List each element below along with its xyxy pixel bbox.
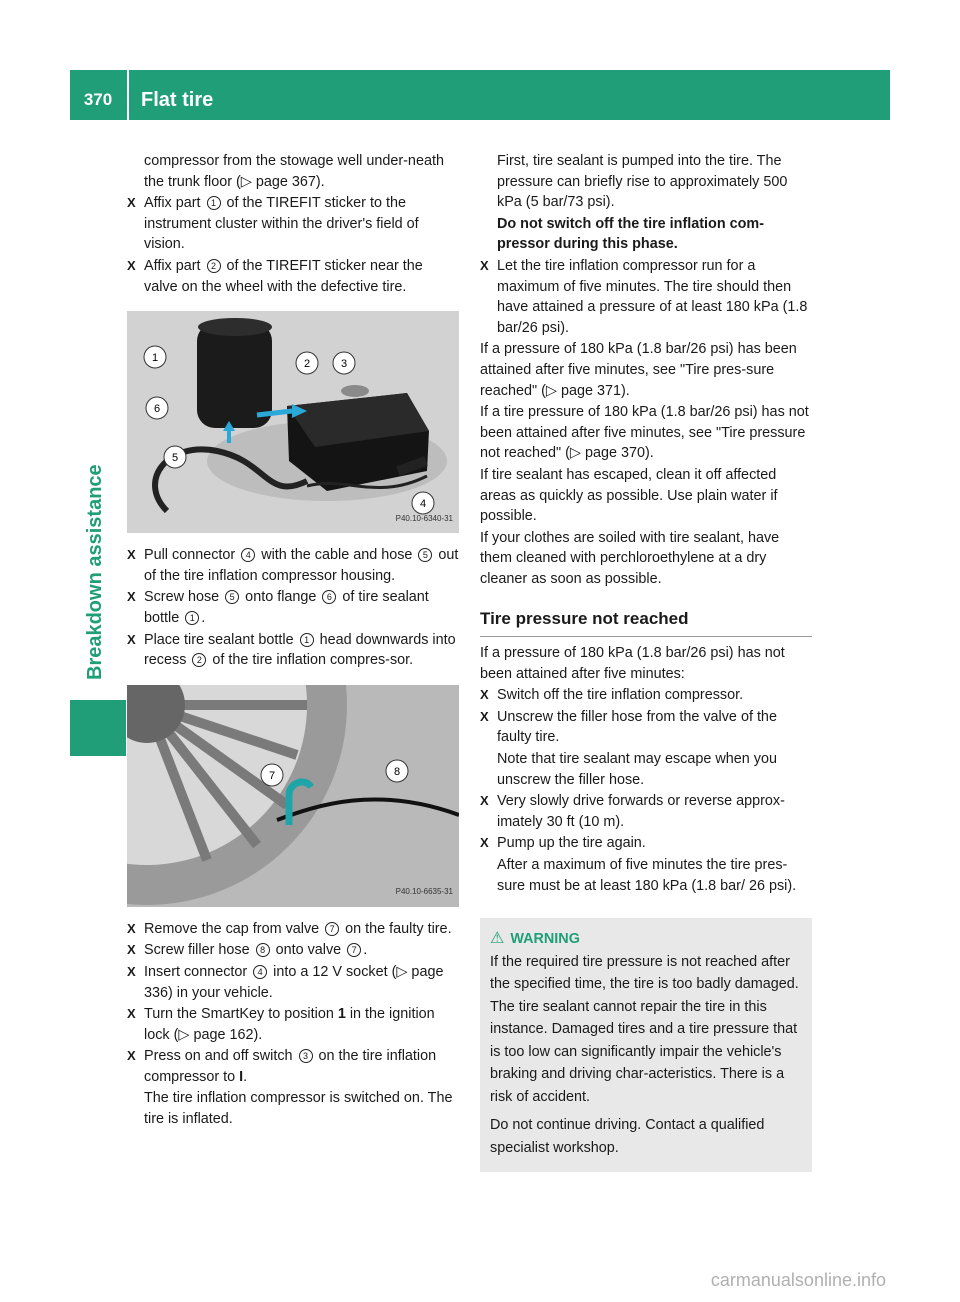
para4: If tire sealant has escaped, clean it off affected areas as quickly as possible. Use plain water if possible. [480,466,778,525]
figure-code: P40.10-6635-31 [395,887,453,897]
left-column [127,151,460,1131]
step-item [127,1004,460,1045]
step-text: of tire sealant bottle [144,589,429,626]
step-text: on the faulty tire. [341,920,452,937]
step-text: with the cable and hose [257,547,417,564]
part-ref-number: 7 [347,943,361,957]
step-item: X Very slowly drive forwards or reverse approx-imately 30 ft (10 m). [480,793,785,830]
step-marker: X [127,1006,136,1022]
part-ref-number: 8 [256,943,270,957]
step-marker: X [127,195,136,211]
step-item [127,587,460,628]
part-ref-number: 2 [192,653,206,667]
step-item [127,940,460,961]
step-item [127,630,460,671]
step-item [127,256,460,297]
step-text: Turn the SmartKey to position [144,1006,338,1023]
right-column [480,151,812,1172]
step-item [127,1046,460,1087]
svg-text:5: 5 [171,452,179,465]
svg-text:3: 3 [340,358,348,371]
step-item: X Switch off the tire inflation compressor. [480,687,744,704]
step-item [127,193,460,255]
warning-label: WARNING [510,931,580,948]
compressor-figure [127,311,459,533]
step-text: Affix part [144,195,205,212]
para2: If a pressure of 180 kPa (1.8 bar/26 psi) has been attained after five minutes, see "Tire pres-sure reached" (▷ page 371). [480,341,797,399]
step-marker: X [127,1048,136,1064]
svg-text:2: 2 [303,358,311,371]
part-ref-number: 4 [241,548,255,562]
step-text: Affix part [144,257,205,274]
compressor-illustration [127,311,459,533]
warning-text: If the required tire pressure is not reached after the specified time, the tire is too badly damaged. The tire sealant cannot repair the tire in this instance. Damaged tires and a tire pressure that is too low can significantly impair the vehicle's braking and driving char-acteristics. There is a risk of accident. [490,953,799,1105]
svg-text:6: 6 [153,403,161,416]
step-marker: X [127,963,136,979]
wheel-figure [127,685,459,907]
step-marker: X [127,547,136,563]
step-text: onto flange [241,589,321,606]
para5: If your clothes are soiled with tire sealant, have them cleaned with perchloroethylene at a dry cleaner as soon as possible. [480,529,780,587]
step-text: of the TIREFIT sticker to the instrument cluster within the driver's field of vision. [144,195,419,253]
step-item [127,919,460,940]
step-marker: X [127,631,136,647]
step-text: in the ignition lock (▷ page 162). [144,1006,435,1043]
part-ref-number: 1 [300,633,314,647]
side-tab-marker [70,700,126,756]
step-text: Screw hose [144,589,224,606]
step-item: X Pump up the tire again. [480,835,646,852]
part-ref-number: 7 [325,922,339,936]
step-text: Pull connector [144,547,240,564]
svg-text:4: 4 [419,498,427,511]
figure-code: P40.10-6340-31 [395,513,453,523]
step-item: X Let the tire inflation compressor run for a maximum of five minutes. The tire should then have attained a pressure of at least 180 kPa (1.8 bar/26 psi). [480,257,808,336]
position-label: 1 [337,1006,346,1023]
result-text: The tire inflation compressor is switched on. The tire is inflated. [144,1090,453,1128]
step-text: . [243,1068,248,1085]
svg-text:7: 7 [268,769,276,782]
wheel-illustration [127,685,459,907]
part-ref-number: 1 [207,196,221,210]
warning-box [480,918,812,1172]
step-text: into a 12 V socket (▷ page 336) in your vehicle. [144,963,444,1001]
step-item [127,545,460,586]
intro-text: compressor from the stowage well under-neath the trunk floor (▷ page 367). [144,153,444,190]
step-text: of the tire inflation compres-sor. [208,652,414,669]
step-marker: X [127,257,136,273]
header-divider [127,70,129,120]
step-text: on the tire inflation compressor to [144,1048,437,1085]
watermark: carmanualsonline.info [710,1270,886,1290]
step-item [127,962,460,1003]
part-ref-number: 5 [225,590,239,604]
steps-b [127,545,460,671]
svg-text:8: 8 [393,765,401,778]
warning-triangle-icon: ⚠ [490,930,505,948]
step-marker: X [127,920,136,936]
part-ref-number: 3 [299,1049,313,1063]
steps-c [127,919,460,1088]
page-title: Flat tire [141,89,214,111]
section-title: Tire pressure not reached [480,609,812,637]
section-intro: If a pressure of 180 kPa (1.8 bar/26 psi) has not been attained after five minutes: [480,645,785,682]
para1-bold: Do not switch off the tire inflation com-pressor during this phase. [497,215,765,253]
step-text: head downwards into recess [144,631,456,669]
part-ref-number: 1 [185,611,199,625]
note-text: Note that tire sealant may escape when you unscrew the filler hose. [497,751,777,788]
warning-text: Do not continue driving. Contact a qualified specialist workshop. [490,1117,765,1156]
step-text: Screw filler hose [144,942,254,959]
step-item: X Unscrew the filler hose from the valve of the faulty tire. [480,708,777,746]
step-marker: X [127,942,136,958]
note-text: After a maximum of five minutes the tire pres-sure must be at least 180 kPa (1.8 bar/ 26 psi). [497,857,797,894]
step-text: Insert connector [144,963,252,980]
step-text: of the TIREFIT sticker near the valve on the wheel with the defective tire. [144,257,423,295]
svg-text:1: 1 [151,352,159,365]
part-ref-number: 4 [253,965,267,979]
step-marker: X [127,589,136,605]
step-text: . [201,609,206,626]
step-text: Press on and off switch [144,1048,297,1065]
step-text: Place tire sealant bottle [144,631,298,648]
part-ref-number: 5 [418,548,432,562]
side-tab-label: Breakdown assistance [84,464,106,680]
step-text: onto valve [271,942,346,959]
step-text: . [363,942,368,959]
step-text: out of the tire inflation compressor housing. [144,547,459,584]
page-number: 370 [83,90,113,109]
position-label: I [239,1068,244,1085]
part-ref-number: 2 [207,259,221,273]
step-text: Remove the cap from valve [144,920,324,937]
para3: If a tire pressure of 180 kPa (1.8 bar/26 psi) has not been attained after five minutes, see "Tire pressure not reached" (▷ page 370). [480,404,809,462]
part-ref-number: 6 [322,590,336,604]
steps-a [127,193,460,297]
para1: First, tire sealant is pumped into the tire. The pressure can briefly rise to approximately 500 kPa (5 bar/73 psi). [497,153,788,211]
